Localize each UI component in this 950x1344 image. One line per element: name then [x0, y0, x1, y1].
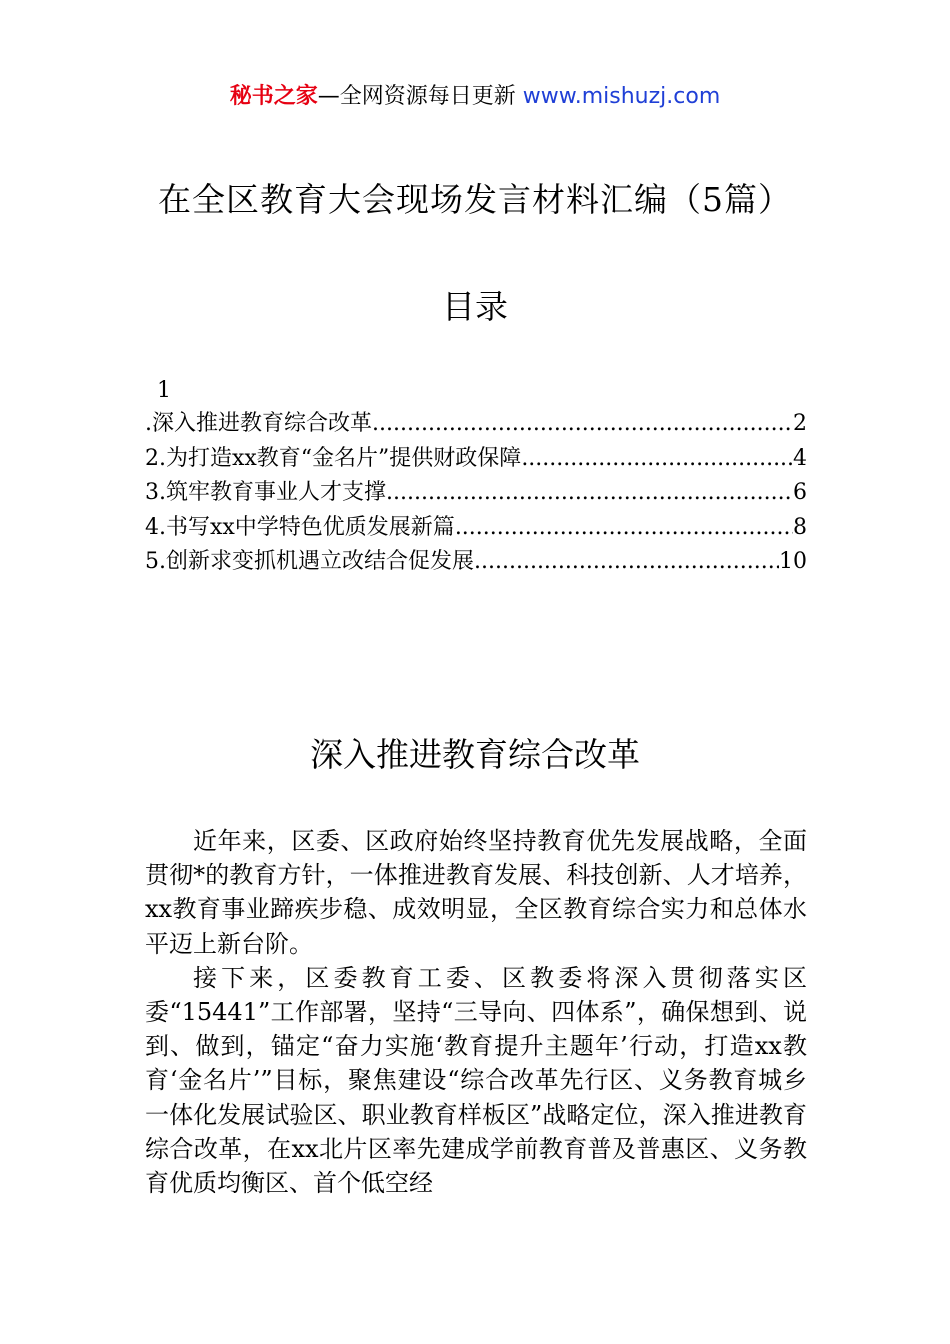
banner-url-link[interactable]: www.mishuzj.com	[522, 84, 721, 109]
toc-leader-dots	[521, 442, 793, 477]
toc-entry-page: 8	[793, 514, 807, 540]
toc-entry-page: 10	[779, 549, 807, 574]
toc-entry[interactable]	[145, 545, 807, 580]
section-title: 深入推进教育综合改革	[310, 735, 640, 774]
table-of-contents	[145, 375, 807, 580]
toc-entry-page: 6	[793, 480, 807, 505]
section-body	[145, 824, 807, 1200]
toc-entry[interactable]	[145, 442, 807, 477]
toc-entry-label: .深入推进教育综合改革	[145, 411, 372, 436]
banner-brand: 秘书之家	[229, 84, 318, 109]
toc-entry-page: 4	[793, 445, 807, 471]
toc-entry-label: 3.筑牢教育事业人才支撑	[145, 480, 386, 505]
toc-entry[interactable]	[145, 476, 807, 511]
body-paragraph: 接下来，区委教育工委、区教委将深入贯彻落实区委“15441”工作部署，坚持“三导向、四体系”，确保想到、说到、做到，锚定“奋力实施‘教育提升主题年’行动，打造xx教育‘金名片’”目标，聚焦建设“综合改革先行区、义务教育城乡一体化发展试验区、职业教育样板区”战略定位，深入推进教育综合改革，在xx北片区率先建成学前教育普及普惠区、义务教育优质均衡区、首个低空经	[145, 963, 807, 1198]
toc-leader-dots	[386, 476, 793, 511]
toc-lead-number: 1	[157, 378, 171, 403]
toc-leader-dots	[455, 511, 793, 546]
toc-leader-dots	[474, 545, 779, 580]
document-title: 在全区教育大会现场发言材料汇编（5篇）	[158, 180, 792, 219]
toc-entry-label: 5.创新求变抓机遇立改结合促发展	[145, 549, 474, 574]
toc-leader-dots	[372, 407, 793, 442]
toc-entry-page: 2	[793, 411, 807, 436]
banner-tagline: —全网资源每日更新	[317, 84, 516, 109]
site-banner	[0, 82, 950, 112]
toc-entry[interactable]	[145, 511, 807, 546]
toc-entry[interactable]	[145, 407, 807, 442]
toc-entry-label: 2.为打造xx教育“金名片”提供财政保障	[145, 445, 522, 471]
toc-entry-label: 4.书写xx中学特色优质发展新篇	[145, 514, 455, 540]
body-paragraph: 近年来，区委、区政府始终坚持教育优先发展战略，全面贯彻*的教育方针，一体推进教育发展、科技创新、人才培养，xx教育事业蹄疾步稳、成效明显，全区教育综合实力和总体水平迈上新台阶。	[145, 827, 807, 958]
toc-heading: 目录	[442, 287, 508, 326]
